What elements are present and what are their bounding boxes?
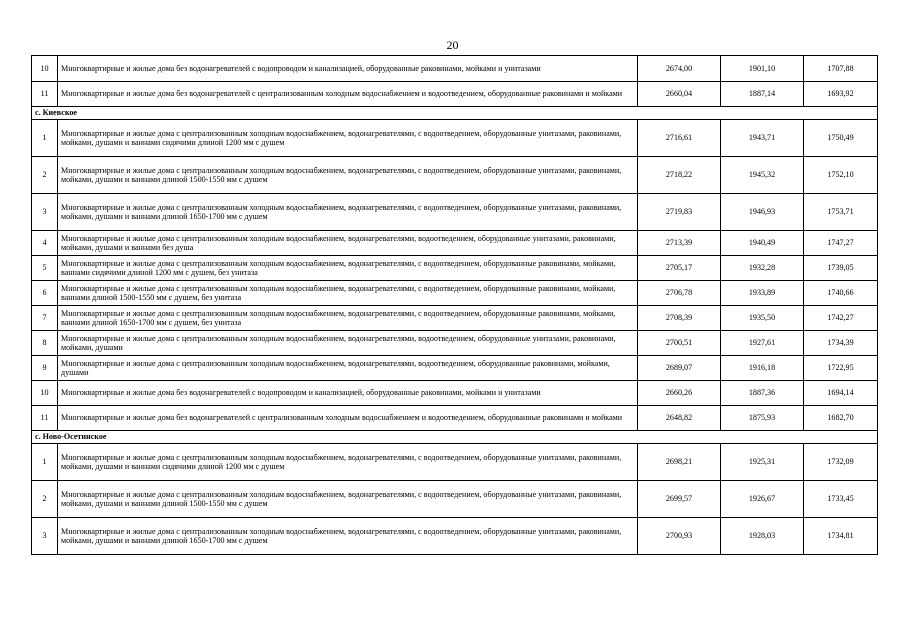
tariff-table xyxy=(31,55,878,555)
tariff-value-2: 1940,49 xyxy=(721,231,804,256)
tariff-value-2: 1887,36 xyxy=(721,381,804,406)
table-row xyxy=(32,82,878,107)
table-row xyxy=(32,120,878,157)
tariff-table-body xyxy=(32,56,878,555)
section-title: с. Киевское xyxy=(32,107,878,120)
row-description: Многоквартирные и жилые дома без водонагревателей с централизованным холодным водоснабжением и водоотведением, оборудованные раковинами и мойками xyxy=(58,82,638,107)
table-row xyxy=(32,331,878,356)
section-title: с. Ново-Осетинское xyxy=(32,431,878,444)
tariff-value-3: 1722,95 xyxy=(804,356,878,381)
table-row xyxy=(32,406,878,431)
tariff-value-2: 1946,93 xyxy=(721,194,804,231)
table-row xyxy=(32,306,878,331)
tariff-value-3: 1742,27 xyxy=(804,306,878,331)
tariff-value-1: 2674,00 xyxy=(638,56,721,82)
row-number: 2 xyxy=(32,481,58,518)
table-row xyxy=(32,194,878,231)
table-row xyxy=(32,256,878,281)
row-number: 10 xyxy=(32,56,58,82)
row-description: Многоквартирные и жилые дома с централизованным холодным водоснабжением, водонагревателями, водоотведением, оборудованные унитазами, раковинами, мойками, душами и ваннами без душа xyxy=(58,231,638,256)
table-row xyxy=(32,381,878,406)
row-number: 8 xyxy=(32,331,58,356)
tariff-value-3: 1739,05 xyxy=(804,256,878,281)
table-row xyxy=(32,444,878,481)
tariff-value-2: 1932,28 xyxy=(721,256,804,281)
tariff-value-1: 2698,21 xyxy=(638,444,721,481)
tariff-value-2: 1887,14 xyxy=(721,82,804,107)
tariff-value-1: 2700,93 xyxy=(638,518,721,555)
tariff-value-3: 1682,70 xyxy=(804,406,878,431)
tariff-value-2: 1901,10 xyxy=(721,56,804,82)
tariff-value-1: 2660,04 xyxy=(638,82,721,107)
row-number: 1 xyxy=(32,444,58,481)
tariff-value-3: 1693,92 xyxy=(804,82,878,107)
section-header-row xyxy=(32,431,878,444)
tariff-value-3: 1707,88 xyxy=(804,56,878,82)
row-number: 1 xyxy=(32,120,58,157)
tariff-value-1: 2705,17 xyxy=(638,256,721,281)
row-number: 3 xyxy=(32,194,58,231)
row-description: Многоквартирные и жилые дома с централизованным холодным водоснабжением, водонагревателями, с водоотведением, оборудованные унитазами, раковинами, мойками, душами и ваннами сидячими длиной 1200 мм с душем xyxy=(58,120,638,157)
tariff-value-1: 2718,22 xyxy=(638,157,721,194)
row-description: Многоквартирные и жилые дома с централизованным холодным водоснабжением, водонагревателями, водоотведением, оборудованные раковинами, мойками, душами xyxy=(58,356,638,381)
tariff-value-1: 2719,83 xyxy=(638,194,721,231)
row-number: 5 xyxy=(32,256,58,281)
tariff-value-1: 2699,57 xyxy=(638,481,721,518)
row-description: Многоквартирные и жилые дома с централизованным холодным водоснабжением, водонагревателями, с водоотведением, оборудованные унитазами, раковинами, мойками, душами и ваннами длиной 1650-1700 мм с душем xyxy=(58,518,638,555)
row-number: 2 xyxy=(32,157,58,194)
tariff-value-2: 1945,32 xyxy=(721,157,804,194)
row-description: Многоквартирные и жилые дома без водонагревателей с водопроводом и канализацией, оборудованные раковинами, мойками и унитазами xyxy=(58,56,638,82)
page-number: 20 xyxy=(446,38,459,52)
table-row xyxy=(32,231,878,256)
tariff-value-3: 1734,39 xyxy=(804,331,878,356)
tariff-value-1: 2689,07 xyxy=(638,356,721,381)
tariff-value-1: 2660,26 xyxy=(638,381,721,406)
tariff-value-3: 1747,27 xyxy=(804,231,878,256)
tariff-value-3: 1740,66 xyxy=(804,281,878,306)
table-row xyxy=(32,481,878,518)
table-row xyxy=(32,356,878,381)
tariff-value-2: 1928,03 xyxy=(721,518,804,555)
tariff-value-3: 1732,09 xyxy=(804,444,878,481)
row-description: Многоквартирные и жилые дома без водонагревателей с централизованным холодным водоснабжением и водоотведением, оборудованные раковинами и мойками xyxy=(58,406,638,431)
row-description: Многоквартирные и жилые дома с централизованным холодным водоснабжением, водонагревателями, с водоотведением, оборудованные раковинами, мойками, ваннами длиной 1650-1700 мм с душем, без унитаза xyxy=(58,306,638,331)
tariff-value-3: 1750,49 xyxy=(804,120,878,157)
tariff-value-1: 2708,39 xyxy=(638,306,721,331)
tariff-value-3: 1752,10 xyxy=(804,157,878,194)
row-description: Многоквартирные и жилые дома с централизованным холодным водоснабжением, водонагревателями, водоотведением, оборудованные унитазами, раковинами, мойками, душами xyxy=(58,331,638,356)
row-number: 11 xyxy=(32,82,58,107)
table-row xyxy=(32,518,878,555)
row-description: Многоквартирные и жилые дома без водонагревателей с водопроводом и канализацией, оборудованные раковинами, мойками и унитазами xyxy=(58,381,638,406)
tariff-value-2: 1927,61 xyxy=(721,331,804,356)
row-description: Многоквартирные и жилые дома с централизованным холодным водоснабжением, водонагревателями, с водоотведением, оборудованные раковинами, мойками, ваннами длиной 1500-1550 мм с душем, без унитаза xyxy=(58,281,638,306)
row-number: 4 xyxy=(32,231,58,256)
tariff-value-3: 1694,14 xyxy=(804,381,878,406)
tariff-value-3: 1734,81 xyxy=(804,518,878,555)
tariff-value-2: 1925,31 xyxy=(721,444,804,481)
tariff-value-1: 2713,39 xyxy=(638,231,721,256)
tariff-value-1: 2706,78 xyxy=(638,281,721,306)
row-number: 11 xyxy=(32,406,58,431)
tariff-value-2: 1943,71 xyxy=(721,120,804,157)
row-description: Многоквартирные и жилые дома с централизованным холодным водоснабжением, водонагревателями, с водоотведением, оборудованные унитазами, раковинами, мойками, душами и ваннами длиной 1500-1550 мм с душем xyxy=(58,481,638,518)
tariff-value-1: 2700,51 xyxy=(638,331,721,356)
row-description: Многоквартирные и жилые дома с централизованным холодным водоснабжением, водонагревателями, с водоотведением, оборудованные раковинами, мойками, ваннами сидячими длиной 1200 мм с душем, без унитаза xyxy=(58,256,638,281)
tariff-value-3: 1733,45 xyxy=(804,481,878,518)
tariff-value-2: 1916,18 xyxy=(721,356,804,381)
row-number: 3 xyxy=(32,518,58,555)
tariff-value-3: 1753,71 xyxy=(804,194,878,231)
tariff-value-2: 1935,50 xyxy=(721,306,804,331)
row-number: 7 xyxy=(32,306,58,331)
tariff-value-2: 1926,67 xyxy=(721,481,804,518)
row-number: 9 xyxy=(32,356,58,381)
row-number: 6 xyxy=(32,281,58,306)
row-number: 10 xyxy=(32,381,58,406)
table-row xyxy=(32,56,878,82)
tariff-value-2: 1933,89 xyxy=(721,281,804,306)
tariff-value-1: 2648,82 xyxy=(638,406,721,431)
row-description: Многоквартирные и жилые дома с централизованным холодным водоснабжением, водонагревателями, с водоотведением, оборудованные унитазами, раковинами, мойками, душами и ваннами длиной 1650-1700 мм с душем xyxy=(58,194,638,231)
table-row xyxy=(32,281,878,306)
row-description: Многоквартирные и жилые дома с централизованным холодным водоснабжением, водонагревателями, с водоотведением, оборудованные унитазами, раковинами, мойками, душами и ваннами сидячими длиной 1200 мм с душем xyxy=(58,444,638,481)
tariff-value-1: 2716,61 xyxy=(638,120,721,157)
tariff-value-2: 1875,93 xyxy=(721,406,804,431)
table-row xyxy=(32,157,878,194)
row-description: Многоквартирные и жилые дома с централизованным холодным водоснабжением, водонагревателями, с водоотведением, оборудованные унитазами, раковинами, мойками, душами и ваннами длиной 1500-1550 мм с душем xyxy=(58,157,638,194)
section-header-row xyxy=(32,107,878,120)
